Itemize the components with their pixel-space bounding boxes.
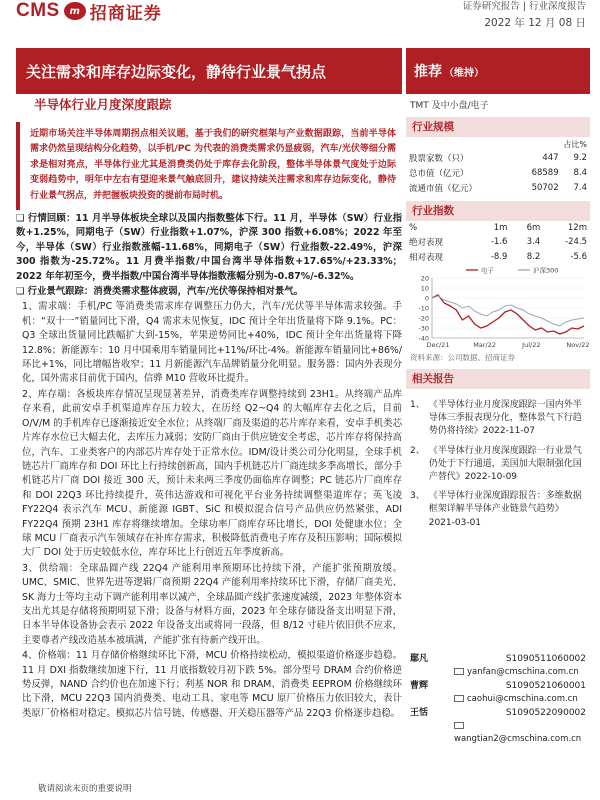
index-label: 绝对表现 [409,237,444,248]
industry-index-section [406,201,590,363]
index-value: 3.4 [526,236,541,247]
paragraph-market-review: ❑ 行情回顾：11 月半导体板块全球以及国内指数整体下行。11 月，半导体（SW）行业指数+1.25%，同期电子（SW）行业指数+1.07%，沪深 300 指数+6.08%；2022 年至今，半导体（SW）行业指数涨幅-11.68%，同期电子（SW）行业指数-22.49%，沪深 300 指数为-25.72%。11 月费半指数/中国台湾半导体指数+17.65%/+23.33%；2022 年年初至今，费半指数/中国台湾半导体指数涨幅分别为-0.87%/-6.32%。 [16,213,402,282]
index-value: -1.6 [490,236,508,247]
report-subtitle: 半导体行业月度深度跟踪 [34,97,172,112]
mail-icon [454,668,464,675]
index-value: 8.2 [526,251,541,262]
scale-label: 流通市值（亿元） [409,183,478,194]
paragraph-demand: 1、需求端：手机/PC 等消费类需求库存调整压力仍大，汽车/光伏等半导体需求较强。手机：“双十一”销量同比下滑，Q4 需求未见恢复，IDC 预计全年出货量将下降 9.1%。PC：Q3 全球出货量同比跌幅扩大到-15%，苹果逆势同比+40%，IDC 预计全年出货量将下降 12.8%；新能源车：10 月中国乘用车销量同比+11%/环比-4%。新能源车销量同比+86%/环比+1%，同比增幅皆收窄；11 月新能源汽车品牌销量分化明显。服务器：国内外表现分化，国外需求目前优于国内，信骅 M10 营收环比提升。 [22,301,402,385]
scale-table [406,150,590,195]
chart-ytick-label: 10 [420,284,429,293]
report-header-info [463,0,586,30]
chart-legend-label: 沪深300 [533,266,559,275]
author-name: 鄢凡 [410,654,429,664]
author-id: S1090511060002 [505,654,586,664]
author-row [406,706,590,720]
index-header-cell: 1m [493,222,508,233]
report-title: 关注需求和库存边际变化，静待行业景气拐点 [16,48,402,94]
logo-cn-text: 招商证券 [89,3,162,24]
chart-ytick-label: -40 [418,334,429,343]
footer-note: 敬请阅读末页的重要说明 [38,784,132,794]
mail-icon [454,695,464,702]
author-email-text: caohui@cmschina.com.cn [467,694,578,704]
table-row [406,249,590,264]
related-report-text: 《半导体行业月度深度跟踪一国内外半导体三季报表现分化，整体景气下行趋势仍将持续》2022-11-07 [428,400,582,437]
author-name: 曹辉 [410,681,429,691]
author-row [406,679,590,693]
author-id: S1090522090002 [505,708,586,718]
rating-banner [406,48,590,94]
related-reports-list [406,389,590,530]
industry-scale-title: 行业规模 [406,117,590,137]
scale-label: 总市值（亿元） [409,168,469,179]
scale-pct: 9.2 [573,152,587,163]
index-label: 相对表现 [409,252,444,263]
scale-label: 股票家数（只） [409,153,469,164]
scale-pct-header: 占比% [563,140,587,149]
related-report-text: 《半导体行业深度跟踪报告：多维数据框架详解半导体产业链景气趋势》2021-03-01 [428,491,582,528]
logo-mark-icon: m [64,2,86,20]
scale-value: 447 [542,152,559,163]
author [406,706,590,744]
mail-icon [454,722,464,729]
author-name: 王恬 [410,708,429,718]
author-email[interactable] [406,693,590,706]
report-date: 2022 年 12 月 08 日 [484,17,586,29]
sidebar [406,94,590,530]
related-report-item[interactable] [410,445,586,485]
index-header-cell: 12m [567,222,587,233]
chart-xtick-label: Mar/22 [473,341,497,349]
scale-pct: 8.4 [573,167,587,178]
chart-xtick-label: Jul/22 [522,341,541,349]
related-reports-title: 相关报告 [406,369,590,389]
author [406,679,590,706]
chart-xtick-label: Dec/21 [426,341,450,349]
index-header-cell: % [409,222,418,233]
author-id: S1090521060001 [505,681,586,691]
related-report-number: 1、 [410,400,425,410]
chart-ytick-label: 20 [420,274,429,283]
logo-cms-text: CMS [16,0,60,21]
paragraph-industry-tracking: ❑ 行业景气跟踪：消费类需求整体疲弱，汽车/光伏等保持相对景气。 [16,286,303,298]
industry-category: TMT 及中小盘/电子 [410,101,489,111]
index-value: -5.6 [570,251,587,262]
industry-scale-section [406,117,590,195]
table-row [406,180,590,195]
company-logo [16,0,162,22]
paragraph-inventory: 2、库存端：各板块库存情况呈现显著差异，消费类库存调整持续到 23H1。从终端产品库存来看，此前安卓手机渠道库存压力较大，在历经 Q2~Q4 的大幅库存去化之后，目前 O/V/M 的手机库存已逐渐接近安全水位；从终端厂商及渠道的芯片库存来看，安卓手机类芯片库存水位已大幅去化，去库压力减弱；安防厂商由于供应链安全考虑，芯片库存将保持高位，汽车、工业类客户的内部芯片库存处于正常水位。IDM/设计类公司分化明显，全球手机链芯片厂商库存和 DOI 环比上行持续创新高，国内手机链芯片厂商连续多季高增长，部分手机链芯片厂商 DOI 接近 300 天，预计未来两三季度仍面临库存调整；PC 链芯片厂商库存和 DOI 22Q3 环比持续提升，英伟达游戏和可视化平台业务持续调整渠道库存；英飞凌 FY22Q4 表示汽车 MCU、新能源 IGBT、SiC 和模拟混合信号产品供应仍然紧张，ADI FY22Q4 预期 23H1 库存将继续增加。全球功率厂商库存环比增长，DOI 处健康水位；全球 MCU 厂商表示汽车领域存在补库存需求，积极降低消费电子库存及积压影响；国际模拟大厂 DOI 处于历史较低水位，库存环比上行创近五年季度新高。 [22,388,402,559]
author [406,652,590,679]
index-chart [406,264,590,352]
index-value: -24.5 [565,236,587,247]
chart-xtick-label: Nov/22 [566,341,590,349]
chart-ytick-label: -30 [418,324,429,333]
index-value: -8.9 [490,251,508,262]
paragraph-supply: 3、供给端：全球晶圆产线 22Q4 产能利用率预期环比持续下滑，产能扩张预期放缓。UMC、SMIC、世界先进等逻辑厂商预期 22Q4 产能利用率持续环比下滑，存储厂商美光、SK 海力士等均主动下调产能利用率以减产，全球晶圆产线扩张速度减缓，2023 年整体资本支出尤其是存储将预期明显下滑；设备与材料方面，2023 年全球存储设备支出明显下滑，日本半导体设备协会表示 2022 年设备支出或将同一段落，但 8/12 寸硅片依旧供不应求，主要尊者产线改造基本被填满，产能扩张有待新产线开出。 [22,562,402,646]
chart-ytick-label: -20 [418,314,429,323]
scale-pct: 7.4 [573,182,587,193]
author-email-text: wangtian2@cmschina.com.cn [454,734,582,744]
rating-note: （维持） [444,67,484,79]
table-row [406,150,590,165]
related-report-number: 3、 [410,491,425,502]
related-report-item[interactable] [410,490,586,530]
author-email-text: yanfan@cmschina.com.cn [467,667,579,677]
table-header-row [406,221,590,234]
index-chart-svg [406,264,590,352]
related-report-text: 《半导体行业月度深度跟踪一行业景气仍处于下行通道，美国加大限制强化国产替代》2022-10-09 [428,445,582,483]
chart-source: 资料来源：公司数据、招商证券 [410,353,515,362]
paragraph-price: 4、价格端：11 月存储价格继续环比下滑，MCU 价格持续松动，模拟渠道价格逐步趋稳。11 月 DXI 指数继续加速下行，11 月底指数较月初下跌 5%。部分型号 DRAM 合约价格逆势反弹，NAND 合约价也在加速下行；利基 NOR 和 DRAM、消费类 EEPROM 价格继续环比下滑，MCU 22Q3 国内消费类、电动工具、家电等 MCU 原厂价格压力依旧较大，表计类原厂价格相对稳定。模拟芯片信号链、传感器、开关稳压器等产品 22Q3 价格逐步趋稳。 [22,650,402,719]
table-row [406,165,590,180]
author-row [406,652,590,666]
related-report-item[interactable] [410,399,586,439]
index-table [406,221,590,264]
related-report-number: 2、 [410,445,425,456]
rating-label: 推荐 [414,64,442,80]
report-type: 证券研究报告 | 行业深度报告 [462,1,586,12]
scale-value: 50702 [531,182,559,193]
index-header-cell: 6m [526,222,541,233]
related-reports-section [406,369,590,530]
main-body [16,212,402,722]
industry-index-title: 行业指数 [406,201,590,221]
author-email[interactable] [406,666,590,679]
scale-value: 68589 [531,167,559,178]
author-email[interactable] [406,720,590,744]
chart-ytick-label: 0 [424,294,429,303]
abstract: 近期市场关注半导体周期拐点相关议题，基于我们的研究框架与产业数据跟踪，当前半导体需求仍然呈现结构分化趋势，以手机/PC 为代表的消费类需求仍显疲弱，汽车/光伏等细分需求是相对亮点，半导体行业尤其是消费类仍处于库存去化阶段，整体半导体景气度处于边际变弱趋势中，明年中左右有望迎来景气触底回升，建议持续关注需求和库存边际变化，静待行业景气拐点，并把握板块投资的提前布局时机。 [16,122,402,210]
chart-legend-label: 电子 [481,266,494,275]
authors-block [406,652,590,744]
table-row [406,234,590,249]
chart-ytick-label: -10 [418,304,429,313]
